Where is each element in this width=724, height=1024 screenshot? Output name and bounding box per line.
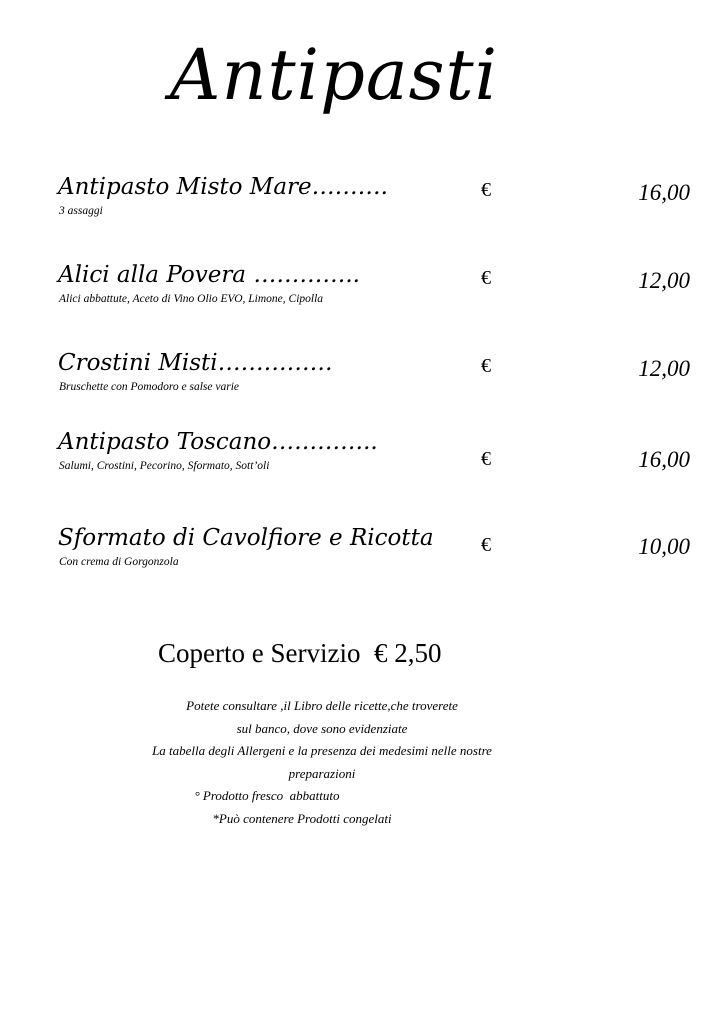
cover-charge: Coperto e Servizio € 2,50 <box>158 638 442 668</box>
menu-item-description: 3 assaggi <box>59 205 103 217</box>
menu-item <box>58 263 698 323</box>
menu-item <box>58 526 698 586</box>
menu-item-currency: € <box>481 534 491 556</box>
menu-item-currency: € <box>481 179 491 201</box>
allergen-notes <box>0 695 644 830</box>
menu-item-currency: € <box>481 267 491 289</box>
menu-item-name: Antipasto Toscano………….. <box>58 429 378 455</box>
note-line: La tabella degli Allergeni e la presenza dei medesimi nelle nostre <box>152 743 492 758</box>
menu-item-name: Alici alla Povera ………….. <box>58 262 360 288</box>
menu-item <box>58 351 698 411</box>
menu-item-price: 16,00 <box>638 180 690 205</box>
page-title: Antipasti <box>169 34 499 116</box>
note-line: sul banco, dove sono evidenziate <box>236 720 408 736</box>
menu-item-description: Con crema di Gorgonzola <box>59 556 179 568</box>
note-line: ° Prodotto fresco abbattuto <box>194 788 340 803</box>
note-line: Potete consultare ,il Libro delle ricette,che troverete <box>186 698 458 713</box>
menu-item-price: 16,00 <box>638 447 690 472</box>
note-line: *Può contenere Prodotti congelati <box>212 810 392 826</box>
menu-item <box>58 430 698 490</box>
menu-item-name: Crostini Misti…………… <box>58 350 333 376</box>
menu-item-description: Bruschette con Pomodoro e salse varie <box>59 381 240 393</box>
menu-item-description: Alici abbattute, Aceto di Vino Olio EVO, Limone, Cipolla <box>59 293 324 305</box>
note-line: preparazioni <box>288 765 356 781</box>
menu-item-currency: € <box>481 448 491 470</box>
menu-item-price: 12,00 <box>638 356 690 381</box>
menu-item-description: Salumi, Crostini, Pecorino, Sformato, Sott’oli <box>59 460 270 472</box>
menu-item-name: Sformato di Cavolfiore e Ricotta <box>58 525 434 551</box>
menu-item-price: 12,00 <box>638 268 690 293</box>
menu-item-price: 10,00 <box>638 534 690 559</box>
menu-item-currency: € <box>481 355 491 377</box>
menu-item-name: Antipasto Misto Mare………. <box>58 174 388 200</box>
menu-item <box>58 175 698 235</box>
